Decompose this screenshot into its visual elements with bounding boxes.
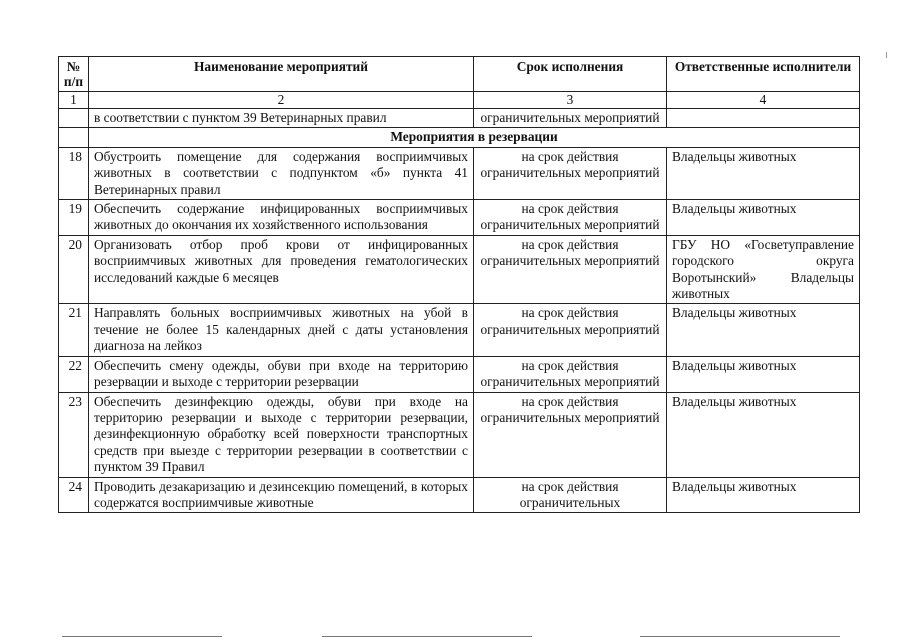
row-name: Направлять больных восприимчивых животных на убой в течение не более 15 календарных дней с даты установления диагноза на лейкоз: [89, 304, 474, 356]
row-name: Проводить дезакаризацию и дезинсекцию помещений, в которых содержатся восприимчивые животные: [89, 477, 474, 513]
row-responsible: Владельцы животных: [667, 304, 860, 356]
header-num: № п/п: [59, 57, 89, 92]
table-row: [59, 200, 860, 236]
table-row: [59, 477, 860, 513]
row-num: 19: [59, 200, 89, 236]
table-row: [59, 147, 860, 199]
column-number: 2: [89, 92, 474, 109]
measures-table: [58, 56, 860, 513]
header-name: Наименование мероприятий: [89, 57, 474, 92]
row-responsible: Владельцы животных: [667, 356, 860, 392]
row-num: 18: [59, 147, 89, 199]
carryover-name: в соответствии с пунктом 39 Ветеринарных правил: [89, 109, 474, 128]
table-row: [59, 235, 860, 304]
row-name: Обеспечить смену одежды, обуви при входе на территорию резервации и выходе с территории резервации: [89, 356, 474, 392]
carryover-row: [59, 109, 860, 128]
row-deadline: на срок действия ограничительных мероприятий: [474, 200, 667, 236]
carryover-responsible: [667, 109, 860, 128]
header-deadline: Срок исполнения: [474, 57, 667, 92]
row-responsible: Владельцы животных: [667, 392, 860, 477]
row-num: 20: [59, 235, 89, 304]
row-deadline: на срок действия ограничительных мероприятий: [474, 235, 667, 304]
section-row: [59, 128, 860, 147]
section-num: [59, 128, 89, 147]
column-number: 3: [474, 92, 667, 109]
row-name: Обеспечить дезинфекцию одежды, обуви при входе на территорию резервации и выходе с территории резервации, дезинфекционную обработку всей поверхности транспортных средств при выезде с территории резервации в соответствии с пунктом 39 Правил: [89, 392, 474, 477]
carryover-num: [59, 109, 89, 128]
row-responsible: Владельцы животных: [667, 477, 860, 513]
row-num: 21: [59, 304, 89, 356]
row-num: 23: [59, 392, 89, 477]
row-deadline: на срок действия ограничительных мероприятий: [474, 356, 667, 392]
row-deadline: на срок действия ограничительных мероприятий: [474, 304, 667, 356]
row-deadline: на срок действия ограничительных: [474, 477, 667, 513]
row-num: 22: [59, 356, 89, 392]
column-number: 1: [59, 92, 89, 109]
row-responsible: Владельцы животных: [667, 147, 860, 199]
table-row: [59, 304, 860, 356]
row-name: Обустроить помещение для содержания восприимчивых животных в соответствии с подпунктом «б» пункта 41 Ветеринарных правил: [89, 147, 474, 199]
row-deadline: на срок действия ограничительных мероприятий: [474, 147, 667, 199]
scan-artifact-line: [62, 636, 222, 637]
row-num: 24: [59, 477, 89, 513]
row-name: Организовать отбор проб крови от инфицированных восприимчивых животных для проведения гематологических исследований каждые 6 месяцев: [89, 235, 474, 304]
scan-artifact-line: [322, 636, 532, 637]
table-row: [59, 392, 860, 477]
column-number: 4: [667, 92, 860, 109]
scan-artifact-mark: [886, 52, 887, 58]
scan-artifact-line: [640, 636, 840, 637]
header-responsible: Ответственные исполнители: [667, 57, 860, 92]
row-name: Обеспечить содержание инфицированных восприимчивых животных до окончания их хозяйственного использования: [89, 200, 474, 236]
table-row: [59, 356, 860, 392]
row-deadline: на срок действия ограничительных мероприятий: [474, 392, 667, 477]
section-title: Мероприятия в резервации: [89, 128, 860, 147]
column-number-row: [59, 92, 860, 109]
table-header-row: [59, 57, 860, 92]
row-responsible: Владельцы животных: [667, 200, 860, 236]
row-responsible: ГБУ НО «Госветуправление городского округа Воротынский» Владельцы животных: [667, 235, 860, 304]
carryover-deadline: ограничительных мероприятий: [474, 109, 667, 128]
